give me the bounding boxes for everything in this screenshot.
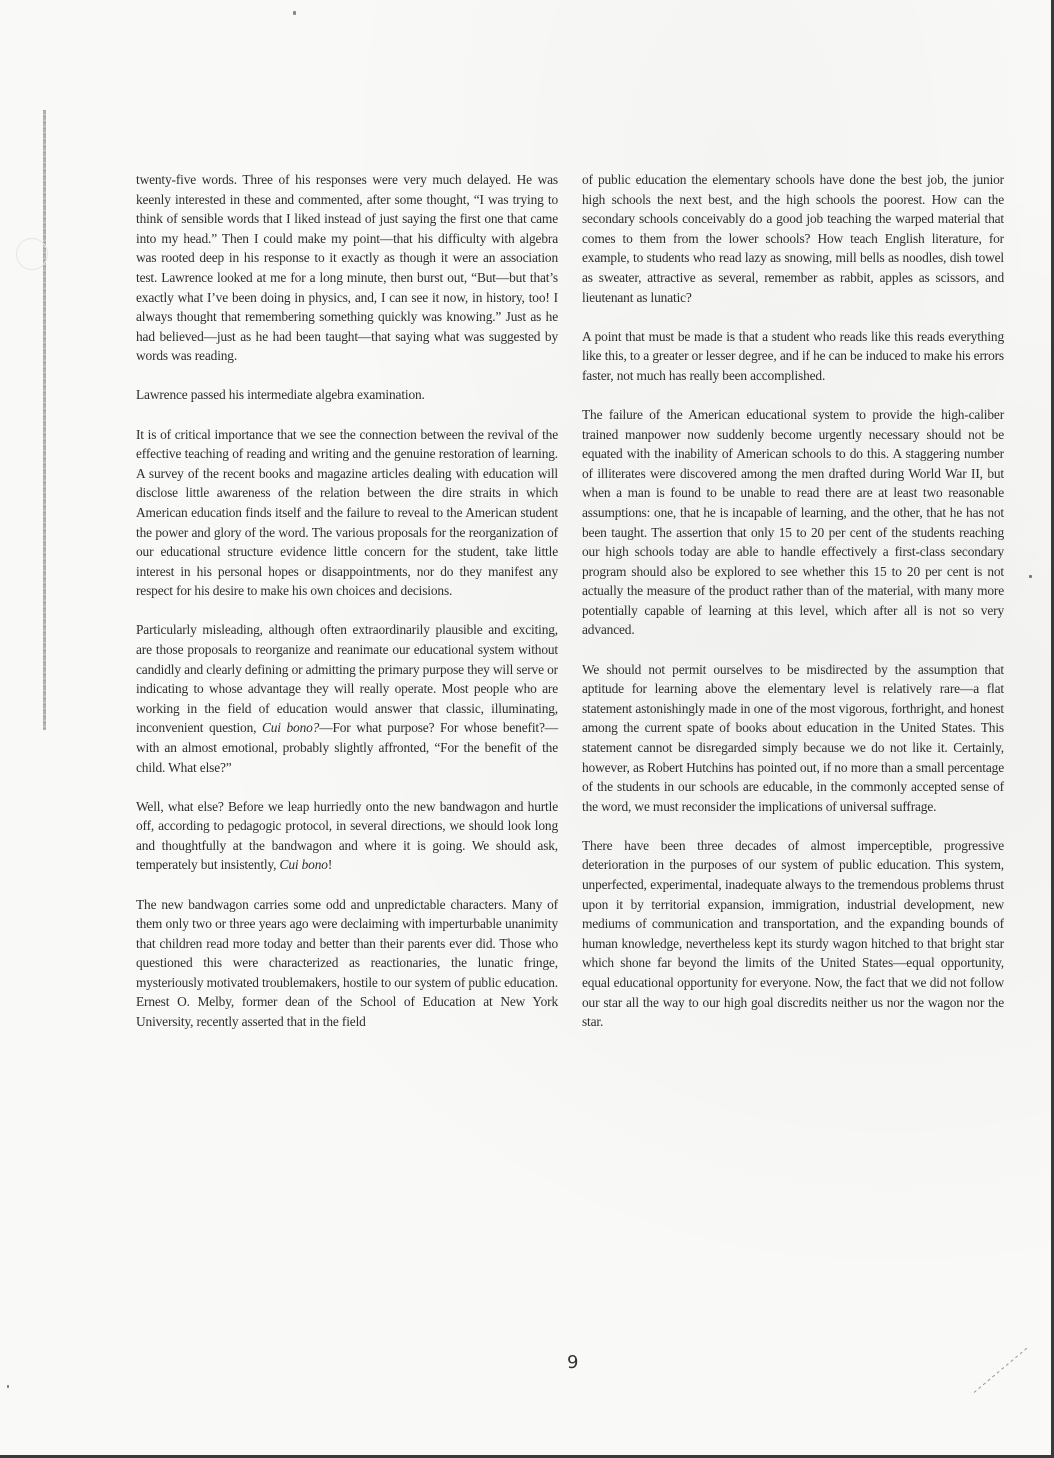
paragraph: A point that must be made is that a student who reads like this reads everything like this, to a greater or lesser degree, and if he can be induced to make his errors faster, not much has really been accomplished.	[582, 328, 1004, 383]
paragraph: of public education the elementary schools have done the best job, the junior high schools the next best, and the high schools the poorest. How can the secondary schools conceivably do a good job teaching the warped material that comes to them from the lower schools? How teach English literature, for example, to students who read lazy as snowing, mill bells as noodles, dish towel as sweater, attractive as several, remember as rabbit, apples as scissors, and lieutenant as lunatic?	[582, 172, 1004, 305]
latin-phrase: Cui bono	[279, 857, 328, 873]
page-number: 9	[567, 1352, 579, 1373]
paragraph: The failure of the American educational system to provide the high-caliber trained manpower now suddenly become urgently necessary should not be equated with the inability of American schools to do this. A staggering number of illiterates were discovered among the men drafted during World War II, but when a man is found to be unable to read there are at least two reasonable assumptions: one, that he is incapable of learning, and the other, that he has not been taught. The assertion that only 15 to 20 per cent of the students reaching our high schools today are able to handle effectively a first-class secondary program should also be explored to see whether this 15 to 20 per cent is not actually the measure of the product rather than of the material, with many more potentially capable of learning at this level, which after all is not so very advanced.	[582, 406, 1004, 638]
latin-phrase: Cui bono?	[261, 720, 320, 736]
paragraph: twenty-five words. Three of his responses were very much delayed. He was keenly interested in these and commented, after some thought, “I was trying to think of sensible words that I liked instead of just saying the first one that came into my head.” Then I could make my point—that his difficulty with algebra was rooted deep in his response to it exactly as though it were an association test. Lawrence looked at me for a long minute, then burst out, “But—but that’s exactly what I’ve been doing in physics, and, I can see it now, in history, too! I always thought that remembering something quickly was knowing.” Just as he had believed—just as he had been taught—that saying what was suggested by words was reading.	[136, 172, 558, 364]
paragraph-text: Particularly misleading, although often extraordinarily plausible and exciting, are those proposals to reorganize and reanimate our educational system without candidly and clearly defining or admitting the primary purpose they will serve or indicating to whose advantage they will really operate. Most people who are working in the field of education would answer that classic, illuminating, inconvenient question,	[136, 622, 558, 736]
paragraph-text: Well, what else? Before we leap hurriedly onto the new bandwagon and hurtle off, according to pedagogic protocol, in several directions, we should look long and thoughtfully at the bandwagon and where it is going. We should ask, temperately but insistently,	[136, 798, 558, 873]
paragraph: Lawrence passed his intermediate algebra examination.	[136, 387, 425, 403]
paragraph: The new bandwagon carries some odd and unpredictable characters. Many of them only two or three years ago were declaiming with imperturbable unanimity that children read more today and better than their parents ever did. Those who questioned this were characterized as reactionaries, the lunatic fringe, mysteriously motivated troublemakers, hostile to our system of public education. Ernest O. Melby, former dean of the School of Education at New York University, recently asserted that in the field	[136, 896, 558, 1030]
paragraph: We should not permit ourselves to be misdirected by the assumption that aptitude for learning above the elementary level is relatively rare—a flat statement astonishingly made in one of the most vigorous, forthright, and honest among the current spate of books about education in the United States. This statement cannot be disregarded simply because we do not like it. Certainly, however, as Robert Hutchins has pointed out, if no more than a small percentage of the students in our schools are educable, in the commonly accepted sense of the word, we must reconsider the implications of universal suffrage.	[582, 661, 1004, 814]
left-text-column	[136, 170, 558, 1051]
scan-speck	[7, 1385, 9, 1388]
paragraph-text: —For what purpose? For whose benefit?—with an almost emotional, probably slightly affronted, “For the benefit of the child. What else?”	[136, 720, 558, 775]
paragraph: It is of critical importance that we see the connection between the revival of the effective teaching of reading and writing and the genuine restoration of learning. A survey of the recent books and magazine articles dealing with education will disclose little awareness of the relation between the dire straits in which American education finds itself and the failure to reveal to the American student the power and glory of the word. The various proposals for the reorganization of our educational structure evidence little concern for the student, take little interest in his personal hopes or disappointments, nor do they manifest any respect for his desire to make his own choices and decisions.	[136, 426, 558, 599]
punch-hole-mark	[16, 238, 48, 270]
scan-speck	[293, 11, 296, 15]
paragraph-text: !	[327, 857, 333, 873]
paragraph	[136, 620, 558, 777]
paragraph	[136, 797, 558, 875]
right-text-column	[582, 170, 1004, 1051]
corner-scratch-mark	[974, 1347, 1028, 1393]
binding-shadow-mark	[43, 110, 46, 730]
scan-speck	[1029, 575, 1032, 578]
paragraph: There have been three decades of almost imperceptible, progressive deterioration in the purposes of our system of public education. This system, unperfected, experimental, inadequate always to the tremendous problems thrust upon it by territorial expansion, immigration, industrial development, new mediums of communication and transportation, and the expanding bounds of human knowledge, nevertheless kept its sturdy wagon hitched to that bright star which shone far beyond the limits of the United States—equal opportunity, equal educational opportunity for everyone. Now, the fact that we did not follow our star all the way to our high goal discredits neither us nor the wagon nor the star.	[582, 837, 1004, 1030]
